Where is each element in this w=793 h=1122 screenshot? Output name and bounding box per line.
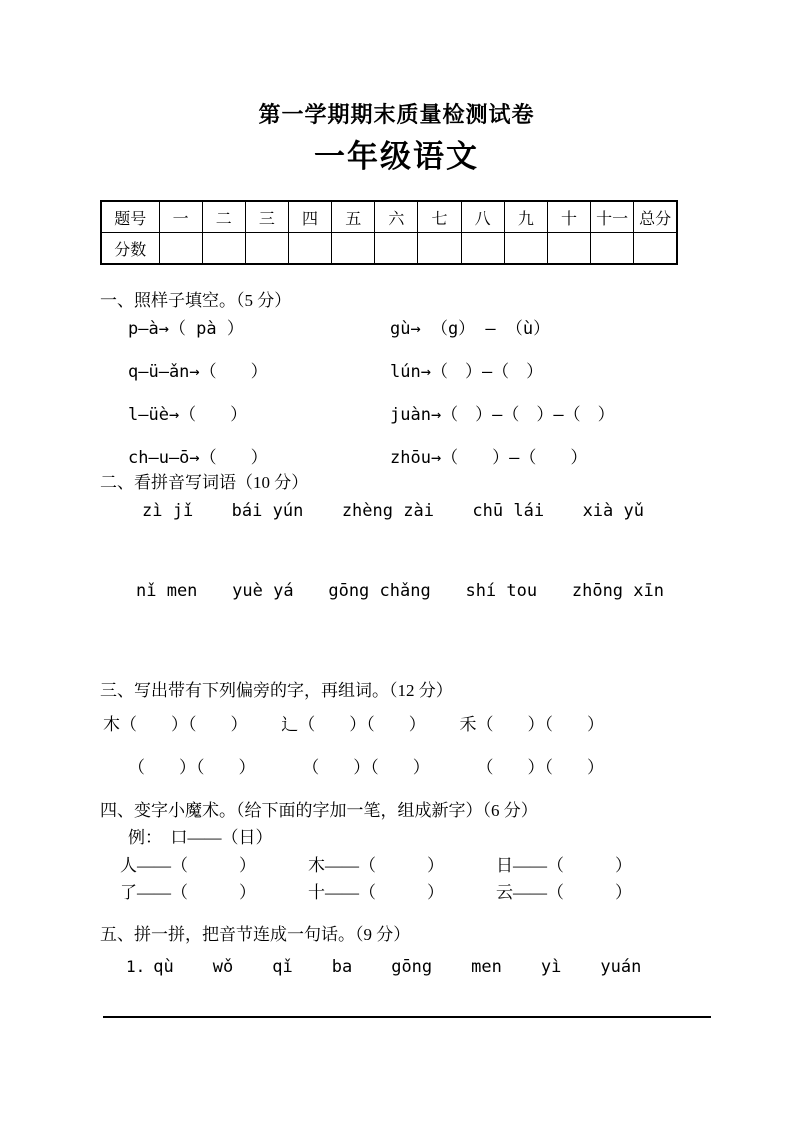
syllable: men <box>471 957 502 977</box>
section-4-example: 例： 口——（日） <box>128 828 273 847</box>
syllable: yuán <box>600 957 642 977</box>
score-cell <box>375 233 418 265</box>
char-magic-item: 人——（ ） <box>120 856 256 875</box>
score-table-col-header: 五 <box>332 201 375 233</box>
pinyin-word: chū lái <box>472 501 545 521</box>
score-cell <box>245 233 288 265</box>
pinyin-word: nǐ men <box>136 581 198 601</box>
score-cell <box>418 233 461 265</box>
score-cell <box>461 233 504 265</box>
char-magic-item: 木——（ ） <box>308 856 444 875</box>
fill-blank-item: juàn→（ ）—（ ）—（ ） <box>390 405 615 425</box>
fill-blank-item: ch—u—ō→（ ） <box>128 448 268 468</box>
pinyin-word: bái yún <box>231 501 304 521</box>
pinyin-word: zhèng zài <box>341 501 434 521</box>
score-table-col-header: 十一 <box>591 201 634 233</box>
score-table-score-row <box>101 233 677 265</box>
fill-blank-item: lún→（ ）—（ ） <box>390 362 544 382</box>
fill-blank-row <box>128 305 684 348</box>
score-cell <box>332 233 375 265</box>
radical-blank-group: 禾（ ）（ ） <box>459 715 604 734</box>
char-magic-row <box>120 851 632 876</box>
page-title: 第一学期期末质量检测试卷 <box>258 102 535 127</box>
pinyin-word: yuè yá <box>232 581 294 601</box>
syllable: yì <box>540 957 562 977</box>
pinyin-word: zhōng xīn <box>571 581 664 601</box>
score-table-col-header: 七 <box>418 201 461 233</box>
radical-blank-group: （ ）（ ） <box>476 758 604 777</box>
pinyin-word: gōng chǎng <box>328 581 431 601</box>
pinyin-word: shí tou <box>465 581 538 601</box>
pinyin-word-row <box>136 581 664 601</box>
pinyin-word-row <box>142 501 644 521</box>
syllable-words <box>153 957 641 977</box>
score-table-col-header: 二 <box>202 201 245 233</box>
radical-blank-row <box>128 753 604 778</box>
section-1-heading: 一、照样子填空。（5 分） <box>100 291 292 310</box>
char-magic-item: 云——（ ） <box>496 883 632 902</box>
radical-blank-group: 木（ ）（ ） <box>103 715 248 734</box>
score-table-col-header: 八 <box>461 201 504 233</box>
score-table-row-header: 分数 <box>101 233 159 265</box>
fill-blank-item: zhōu→（ ）—（ ） <box>390 448 588 468</box>
syllable: gōng <box>391 957 433 977</box>
section-2-heading: 二、看拼音写词语（10 分） <box>100 473 309 492</box>
score-table-row-header: 题号 <box>101 201 159 233</box>
pinyin-word: zì jǐ <box>142 501 194 521</box>
syllable: qù <box>153 957 174 977</box>
section-5-heading: 五、拼一拼，把音节连成一句话。（9 分） <box>100 925 411 944</box>
item-number: 1. <box>126 957 146 976</box>
fill-blank-row <box>128 391 684 434</box>
section-4-heading: 四、变字小魔术。（给下面的字加一笔，组成新字）（6 分） <box>100 801 538 820</box>
score-table-col-header: 一 <box>159 201 202 233</box>
radical-blank-group: （ ）（ ） <box>302 758 430 777</box>
score-cell <box>591 233 634 265</box>
syllable: wǒ <box>212 957 234 977</box>
pinyin-word: xià yǔ <box>582 501 644 521</box>
score-cell <box>504 233 547 265</box>
score-table-header-row <box>101 201 677 233</box>
score-table-col-header: 九 <box>504 201 547 233</box>
section-3-heading: 三、写出带有下列偏旁的字，再组词。（12 分） <box>100 681 453 700</box>
answer-line-divider <box>103 1016 711 1018</box>
fill-blank-item: p—à→（ pà ） <box>128 319 244 339</box>
char-magic-item: 日——（ ） <box>496 856 632 875</box>
fill-blank-item: l—üè→（ ） <box>128 405 248 425</box>
char-magic-row <box>120 878 632 903</box>
radical-blank-group: 辶（ ）（ ） <box>281 715 426 734</box>
score-table-col-header: 总分 <box>634 201 677 233</box>
score-table-col-header: 三 <box>245 201 288 233</box>
fill-blank-row <box>128 348 684 391</box>
syllable: qǐ <box>272 957 293 977</box>
char-magic-item: 十——（ ） <box>308 883 444 902</box>
score-cell <box>202 233 245 265</box>
score-cell <box>288 233 331 265</box>
score-table <box>100 200 678 265</box>
syllable-sentence-row <box>126 957 641 977</box>
char-magic-item: 了——（ ） <box>120 883 256 902</box>
score-table-col-header: 六 <box>375 201 418 233</box>
fill-blank-item: gù→ （g） — （ù） <box>390 319 551 339</box>
radical-blank-group: （ ）（ ） <box>128 758 256 777</box>
fill-blank-item: q—ü—ǎn→（ ） <box>128 362 268 382</box>
score-cell <box>634 233 677 265</box>
score-table-col-header: 十 <box>547 201 590 233</box>
section-1-exercises <box>128 305 684 477</box>
score-table-col-header: 四 <box>288 201 331 233</box>
score-cell <box>159 233 202 265</box>
score-cell <box>547 233 590 265</box>
page-subtitle: 一年级语文 <box>314 139 479 174</box>
syllable: ba <box>331 957 353 977</box>
radical-blank-row <box>103 710 604 735</box>
